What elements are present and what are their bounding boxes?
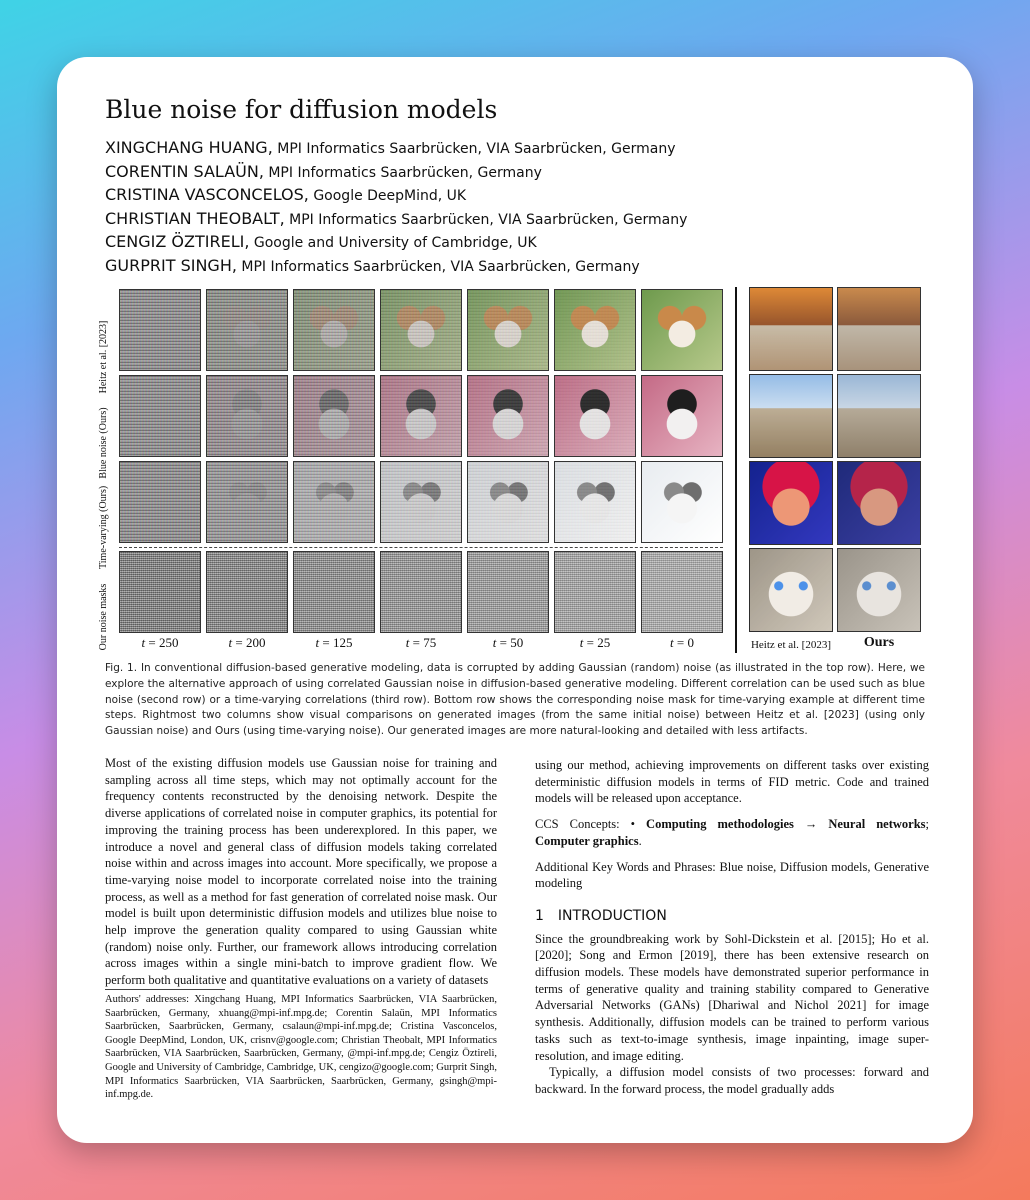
diffusion-sample-image: [206, 375, 288, 457]
timestep-label: t = 0: [670, 635, 694, 650]
diffusion-sample-image: [380, 461, 462, 543]
author-affiliation: Google DeepMind, UK: [308, 188, 467, 204]
figure-caption: Fig. 1. In conventional diffusion-based generative modeling, data is corrupted by adding Gaussian (random) noise (as illustrated in the top row). Here, we explore the alternative approach of using correlated Gaussian noise in diffusion-based generative modeling. Different correlation can be used such as blue noise (second row) or a time-varying correlations (third row). Bottom row shows the corresponding noise mask for time-varying example at different time steps. Rightmost two columns show visual comparisons on generated images (from the same initial noise) between Heitz et al. [2023] (using only Gaussian noise) and Ours (using time-varying noise). Our generated images are more natural-looking and detailed with less artifacts.: [105, 662, 925, 738]
paper-card: [57, 57, 973, 1143]
diffusion-sample-image: [641, 289, 723, 371]
ours-generated-image: [837, 461, 921, 545]
author-affiliation: MPI Informatics Saarbrücken, VIA Saarbrücken, Germany: [284, 211, 688, 228]
diffusion-sample-image: [293, 375, 375, 457]
noise-mask-image: [293, 551, 375, 633]
author-line: [105, 184, 687, 208]
timestep-label: t = 200: [228, 635, 266, 650]
ours-generated-image: [837, 374, 921, 458]
noise-mask-image: [641, 551, 723, 633]
diffusion-sample-image: [467, 289, 549, 371]
author-line: [105, 231, 687, 255]
diffusion-sample-image: [119, 289, 201, 371]
column-separator: [735, 287, 737, 653]
noise-mask-image: [206, 551, 288, 633]
author-affiliation: Google and University of Cambridge, UK: [249, 235, 537, 251]
baseline-generated-image: [749, 461, 833, 545]
diffusion-sample-image: [380, 375, 462, 457]
row-label: Our noise masks: [98, 583, 109, 651]
author-addresses: Authors' addresses: Xingchang Huang, MPI Informatics Saarbrücken, VIA Saarbrücken, Saarbrücken, Germany, xhuang@mpi-inf.mpg.de; Corentin Salaün, MPI Informatics Saarbrücken, Saarbrücken, Germany, csalaun@mpi-inf.mpg.de; Cristina Vasconcelos, Google DeepMind, London, UK, crisnv@google.com; Christian Theobalt, MPI Informatics Saarbrücken, VIA Saarbrücken, Saarbrücken, Germany, @mpi-inf.mpg.de; Cengiz Öztireli, Google and University of Cambridge, Cambridge, UK, cengizo@google.com; Gurprit Singh, MPI Informatics Saarbrücken, VIA Saarbrücken, Saarbrücken, Germany, gsingh@mpi-inf.mpg.de.: [105, 994, 497, 1101]
diffusion-sample-image: [641, 461, 723, 543]
timestep-label: t = 125: [315, 635, 353, 650]
noise-mask-image: [554, 551, 636, 633]
diffusion-sample-image: [554, 375, 636, 457]
author-line: [105, 161, 687, 185]
author-line: [105, 255, 687, 279]
author-line: [105, 208, 687, 232]
diffusion-sample-image: [206, 289, 288, 371]
diffusion-sample-image: [380, 289, 462, 371]
author-name: CENGIZ ÖZTIRELI,: [105, 232, 250, 251]
timestep-label: t = 50: [492, 635, 524, 650]
ours-generated-image: [837, 287, 921, 371]
noise-mask-image: [119, 551, 201, 633]
author-list: [105, 137, 687, 278]
diffusion-sample-image: [293, 461, 375, 543]
compare-label-ours: Ours: [863, 635, 895, 650]
noise-mask-image: [467, 551, 549, 633]
diffusion-sample-image: [206, 461, 288, 543]
diffusion-sample-image: [119, 375, 201, 457]
author-name: CRISTINA VASCONCELOS,: [105, 185, 309, 204]
footnote-rule: [105, 989, 225, 990]
baseline-generated-image: [749, 548, 833, 632]
author-name: CORENTIN SALAÜN,: [105, 161, 264, 181]
ours-generated-image: [837, 548, 921, 632]
teaser-figure: [97, 285, 937, 655]
noise-mask-image: [380, 551, 462, 633]
diffusion-sample-image: [641, 375, 723, 457]
row-label: Time-varying (Ours): [98, 485, 109, 569]
keywords: Additional Key Words and Phrases: Blue noise, Diffusion models, Generative modeling: [535, 859, 929, 891]
diffusion-sample-image: [119, 461, 201, 543]
diffusion-sample-image: [467, 461, 549, 543]
row-label: Heitz et al. [2023]: [98, 320, 109, 394]
diffusion-sample-image: [293, 289, 375, 371]
timestep-label: t = 25: [579, 635, 611, 650]
author-affiliation: MPI Informatics Saarbrücken, VIA Saarbrücken, Germany: [272, 141, 676, 157]
author-name: CHRISTIAN THEOBALT,: [105, 208, 285, 228]
row-divider: [119, 547, 723, 548]
compare-label-baseline: Heitz et al. [2023]: [750, 639, 832, 651]
diffusion-sample-image: [554, 461, 636, 543]
author-name: GURPRIT SINGH,: [105, 255, 237, 275]
timestep-label: t = 75: [405, 635, 437, 650]
section-heading: 1 INTRODUCTION: [535, 907, 667, 924]
right-column: [535, 757, 929, 1098]
diffusion-sample-image: [467, 375, 549, 457]
ccs-concepts: CCS Concepts: • Computing methodologies → Neural networks; Computer graphics.: [535, 817, 930, 848]
diffusion-sample-image: [554, 289, 636, 371]
intro-paragraph: Typically, a diffusion model consists of two processes: forward and backward. In the forward process, the model gradually adds: [535, 1065, 929, 1096]
baseline-generated-image: [749, 287, 833, 371]
author-affiliation: MPI Informatics Saarbrücken, VIA Saarbrücken, Germany: [236, 258, 640, 275]
author-name: XINGCHANG HUANG,: [105, 138, 273, 157]
baseline-generated-image: [749, 374, 833, 458]
abstract-continuation: using our method, achieving improvements on different tasks over existing deterministic diffusion models in terms of FID metric. Code and trained models will be released upon acceptance.: [535, 758, 929, 806]
author-affiliation: MPI Informatics Saarbrücken, Germany: [263, 164, 542, 181]
row-label: Blue noise (Ours): [98, 407, 109, 479]
abstract-text: Most of the existing diffusion models use Gaussian noise for training and sampling across all time steps, which may not optimally account for the frequency contents reconstructed by the denoising network. Despite the diverse applications of correlated noise in computer graphics, its potential for improving the training process has been underexplored. In this paper, we introduce a novel and general class of diffusion models taking correlated noise within and across images into account. More specifically, we propose a time-varying noise model to incorporate correlated noise into the training process, as well as a method for fast generation of correlated noise mask. Our model is built upon deterministic diffusion models and utilizes blue noise to help improve the generation quality compared to using Gaussian white (random) noise only. Further, our framework allows introducing correlation across images within a single mini-batch to improve gradient flow. We perform both qualitative and quantitative evaluations on a variety of datasets: [105, 756, 497, 988]
timestep-label: t = 250: [141, 635, 179, 650]
paper-title: Blue noise for diffusion models: [105, 95, 498, 124]
intro-paragraph: Since the groundbreaking work by Sohl-Dickstein et al. [2015]; Ho et al. [2020]; Song and Ermon [2019], there has been extensive research on diffusion models. These models have demonstrated superior performance in terms of generative quality and training stability compared to Generative Adversarial Networks (GANs) [Dhariwal and Nichol 2021] for image synthesis. Additionally, diffusion models can be trained to perform various tasks such as text-to-image synthesis, image inpainting, image super-resolution, and image editing.: [535, 931, 929, 1063]
author-line: [105, 137, 687, 161]
